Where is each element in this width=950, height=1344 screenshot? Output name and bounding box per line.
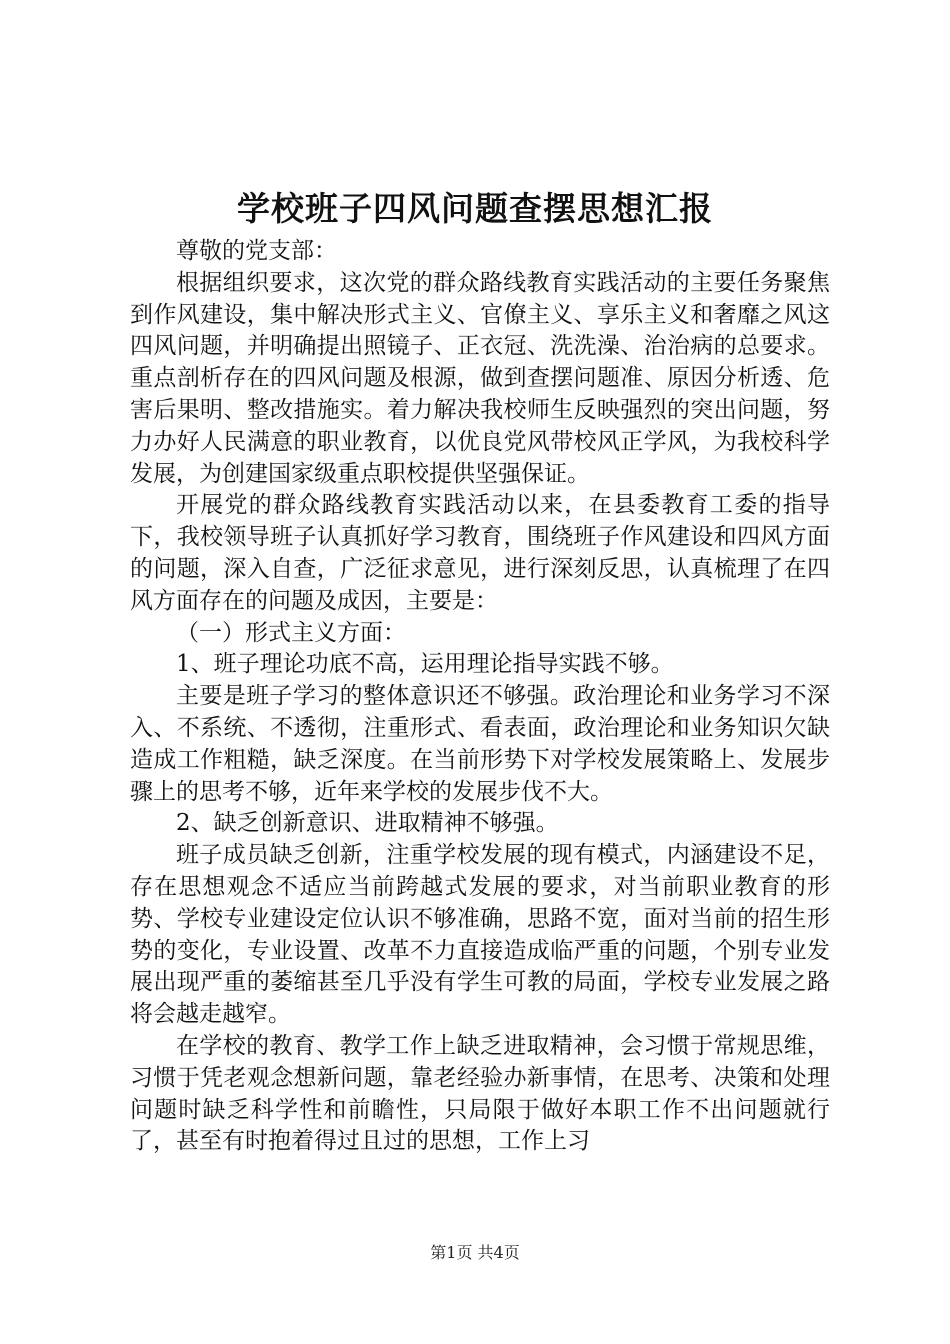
subheading: 2、缺乏创新意识、进取精神不够强。: [176, 810, 559, 837]
paragraph: 主要是班子学习的整体意识还不够强。政治理论和业务学习不深入、不系统、不透彻，注重形式、看表面，政治理论和业务知识欠缺造成工作粗糙，缺乏深度。在当前形势下对学校发展策略上、发展步骤上的思考不够，近年来学校的发展步伐不大。: [130, 683, 830, 805]
salutation: 尊敬的党支部：: [176, 238, 337, 264]
paragraph: 根据组织要求，这次党的群众路线教育实践活动的主要任务聚焦到作风建设，集中解决形式主义、官僚主义、享乐主义和奢靡之风这四风问题，并明确提出照镜子、正衣冠、洗洗澡、治治病的总要求。重点剖析存在的四风问题及根源，做到查摆问题准、原因分析透、危害后果明、整改措施实。着力解决我校师生反映强烈的突出问题，努力办好人民满意的职业教育，以优良党风带校风正学风，为我校科学发展，为创建国家级重点职校提供坚强保证。: [130, 269, 830, 487]
subheading: 1、班子理论功底不高，运用理论指导实践不够。: [176, 651, 674, 678]
paragraph: 班子成员缺乏创新，注重学校发展的现有模式，内涵建设不足，存在思想观念不适应当前跨越式发展的要求，对当前职业教育的形势、学校专业建设定位认识不够准确，思路不宽，面对当前的招生形势的变化，专业设置、改革不力直接造成临严重的问题，个别专业发展出现严重的萎缩甚至几乎没有学生可教的局面，学校专业发展之路将会越走越窄。: [130, 842, 830, 1028]
page-number-footer: 第1页 共4页: [430, 1243, 520, 1262]
document-title: 学校班子四风问题查摆思想汇报: [237, 189, 713, 228]
paragraph: 在学校的教育、教学工作上缺乏进取精神，会习惯于常规思维，习惯于凭老观念想新问题，靠老经验办新事情，在思考、决策和处理问题时缺乏科学性和前瞻性，只局限于做好本职工作不出问题就行了，甚至有时抱着得过且过的思想，工作上习: [130, 1032, 830, 1155]
document-body: [130, 236, 830, 1158]
section-heading: （一）形式主义方面：: [176, 619, 406, 646]
paragraph: 开展党的群众路线教育实践活动以来，在县委教育工委的指导下，我校领导班子认真抓好学习教育，围绕班子作风建设和四风方面的问题，深入自查，广泛征求意见，进行深刻反思，认真梳理了在四风方面存在的问题及成因，主要是：: [130, 492, 830, 614]
